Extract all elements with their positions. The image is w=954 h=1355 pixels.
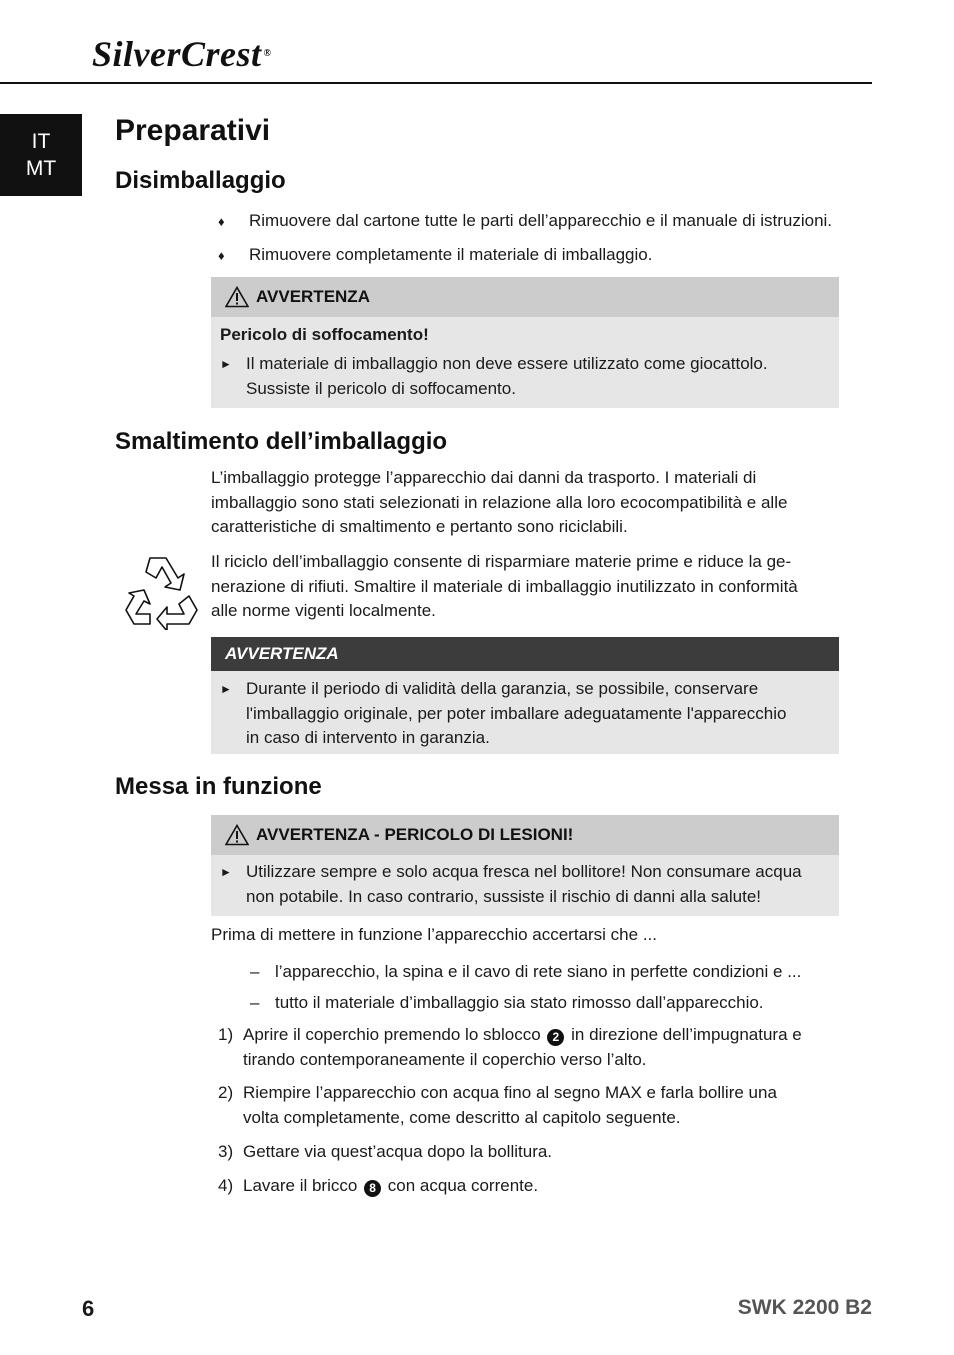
header-divider [0, 82, 872, 84]
recycle-icon [120, 552, 204, 630]
arrow-icon: ► [220, 357, 232, 371]
language-code-it: IT [31, 130, 51, 153]
brand-logo: SilverCrest ® [92, 34, 272, 74]
list-item: ♦ Rimuovere dal cartone tutte le parti dell’apparecchio e il manuale di istruzioni. [218, 211, 833, 230]
heading-packaging-disposal: Smaltimento dell’imballaggio [115, 428, 448, 455]
step-4: 4) Lavare il bricco 8 con acqua corrente. [218, 1176, 539, 1195]
warning-box-suffocation [211, 277, 839, 408]
step-2: 2) Riempire l’apparecchio con acqua fino al segno MAX e farla bollire una volta completamente, come descritto al capitolo seguente. [218, 1083, 777, 1127]
warning-item: ► Utilizzare sempre e solo acqua fresca nel bollitore! Non consumare acqua non potabile. In caso contrario, sussiste il rischio di danni alla salute! [211, 855, 839, 909]
warning-triangle-icon [225, 286, 249, 308]
list-item: – l’apparecchio, la spina e il cavo di rete siano in perfette condizioni e ... [250, 962, 802, 981]
note-box-warranty [211, 637, 839, 754]
language-code-mt: MT [25, 157, 57, 180]
warning-header: AVVERTENZA - PERICOLO DI LESIONI! [211, 815, 839, 855]
list-item: ♦ Rimuovere completamente il materiale di imballaggio. [218, 245, 653, 264]
warning-header: AVVERTENZA [211, 277, 839, 317]
note-item: ► Durante il periodo di validità della garanzia, se possibile, conservare l'imballaggio originale, per poter imballare adeguatamente l'apparecchio in caso di intervento in garanzia. [211, 671, 839, 751]
step-3: 3) Gettare via quest’acqua dopo la bollitura. [218, 1142, 553, 1161]
heading-start-up: Messa in funzione [115, 773, 322, 800]
warning-subtitle: Pericolo di soffocamento! [220, 325, 429, 344]
note-header: AVVERTENZA [211, 637, 839, 671]
warning-box-injury [211, 815, 839, 916]
paragraph-recycling: Il riciclo dell’imballaggio consente di risparmiare materie prime e riduce la ge- nerazione di rifiuti. Smaltire il materiale di imballaggio inutilizzato in conformità alle norme vigenti localmente. [211, 552, 798, 620]
heading-unpacking: Disimballaggio [115, 167, 286, 194]
page-number: 6 [82, 1296, 95, 1321]
page-title: Preparativi [115, 114, 271, 147]
intro-text: Prima di mettere in funzione l’apparecchio accertarsi che ... [211, 925, 657, 944]
list-item: – tutto il materiale d’imballaggio sia stato rimosso dall’apparecchio. [250, 993, 764, 1012]
step-1: 1) Aprire il coperchio premendo lo sblocco 2 in direzione dell’impugnatura e tirando contemporaneamente il coperchio verso l’alto. [218, 1025, 802, 1069]
part-number-badge: 8 [364, 1180, 381, 1197]
warning-item: ► Il materiale di imballaggio non deve essere utilizzato come giocattolo. Sussiste il pericolo di soffocamento. [211, 352, 839, 401]
arrow-icon: ► [220, 865, 232, 879]
paragraph-packaging: L’imballaggio protegge l’apparecchio dai danni da trasporto. I materiali di imballaggio sono stati selezionati in relazione alla loro ecocompatibilità e alle caratteristiche di smaltimento e pertanto sono riciclabili. [211, 468, 788, 536]
warning-triangle-icon [225, 824, 249, 846]
model-number: SWK 2200 B2 [737, 1296, 872, 1319]
arrow-icon: ► [220, 682, 232, 696]
language-tab [0, 114, 82, 196]
part-number-badge: 2 [547, 1029, 564, 1046]
